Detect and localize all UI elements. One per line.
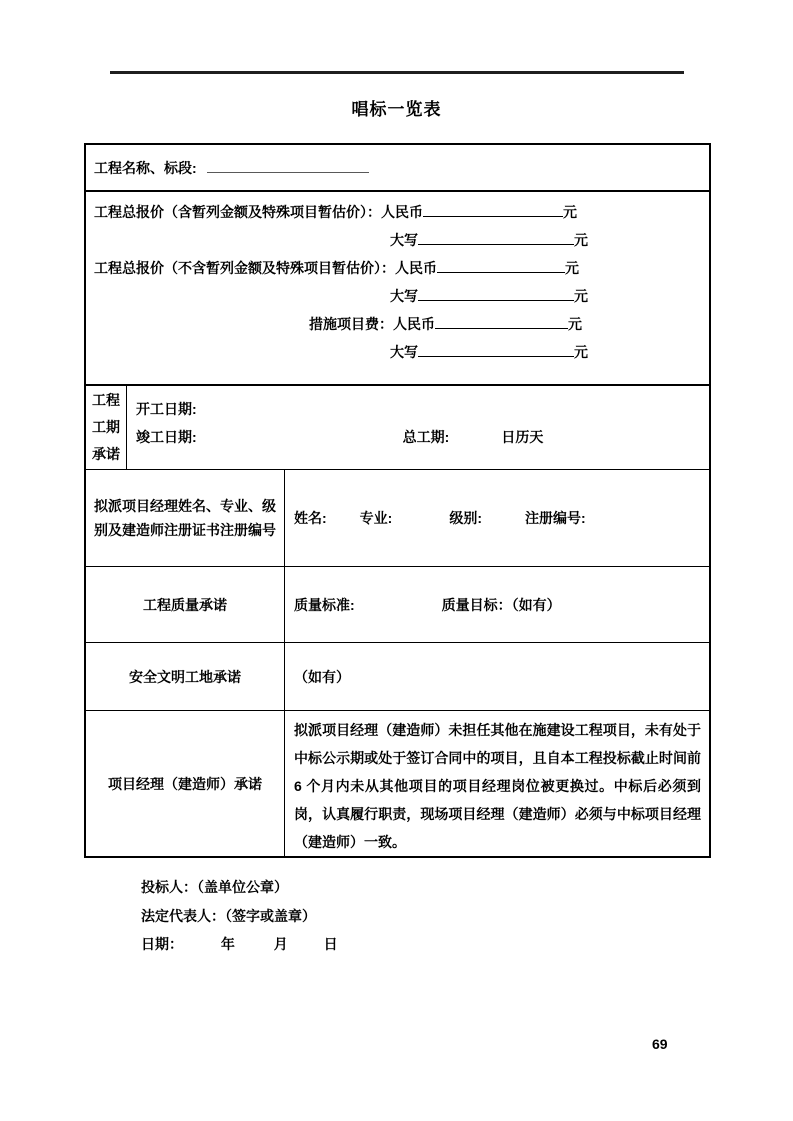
pm-regno-label: 注册编号: <box>525 510 586 526</box>
pm-commitment-text: 拟派项目经理（建造师）未担任其他在施建设工程项目，未有处于中标公示期或处于签订合同中的项目，且自本工程投标截止时间前 6 个月内未从其他项目的项目经理岗位被更换过。中标后必须到岗，认真履行职责，现场项目经理（建造师）必须与中标项目经理（建造师）一致。 <box>294 722 701 850</box>
schedule-header-line-1: 工程 <box>92 392 120 408</box>
capital-label-1: 大写 <box>390 232 418 248</box>
price-incl-words-line <box>94 226 701 254</box>
table-row-project-manager-info <box>86 470 709 567</box>
schedule-header-line-3: 承诺 <box>92 446 120 462</box>
table-row-bid-prices <box>86 192 709 386</box>
capital-blank-2 <box>418 286 574 301</box>
pm-info-header-cell <box>86 470 285 566</box>
measure-fee-unit: 元 <box>568 316 582 332</box>
capital-blank-3 <box>418 342 574 357</box>
quality-header: 工程质量承诺 <box>143 596 227 613</box>
price-incl-label: 工程总报价（含暂列金额及特殊项目暂估价）：人民币 <box>94 204 423 220</box>
pm-name-label: 姓名: <box>294 510 327 526</box>
price-excl-label: 工程总报价（不含暂列金额及特殊项目暂估价）：人民币 <box>94 260 437 276</box>
page-title: 唱标一览表 <box>351 100 442 119</box>
price-excl-unit: 元 <box>565 260 579 276</box>
month-label: 月 <box>273 936 288 952</box>
price-incl-unit: 元 <box>563 204 577 220</box>
table-row-schedule <box>86 386 709 470</box>
schedule-header-line-2: 工期 <box>92 419 120 435</box>
quality-header-cell <box>86 567 285 642</box>
measure-fee-line <box>94 310 701 338</box>
start-date-label: 开工日期: <box>136 401 197 417</box>
end-date-label: 竣工日期: <box>136 429 197 445</box>
table-row-project-name <box>86 145 709 192</box>
date-line <box>141 930 338 959</box>
price-line-incl <box>94 198 701 226</box>
signature-block <box>141 873 338 959</box>
legal-rep-label: 法定代表人：（签字或盖章） <box>141 907 316 924</box>
measure-fee-words-line <box>94 338 701 366</box>
safety-header: 安全文明工地承诺 <box>129 668 241 685</box>
table-row-safety <box>86 643 709 711</box>
pm-commitment-content-cell <box>285 711 709 856</box>
price-excl-words-line <box>94 282 701 310</box>
header-rule <box>110 71 684 74</box>
measure-fee-blank <box>435 314 568 329</box>
capital-unit-3: 元 <box>574 344 588 360</box>
pm-major-label: 专业: <box>359 510 393 526</box>
capital-blank-1 <box>418 230 574 245</box>
capital-unit-1: 元 <box>574 232 588 248</box>
year-label: 年 <box>220 936 235 952</box>
safety-header-cell <box>86 643 285 710</box>
end-date-line <box>136 423 709 451</box>
bidder-line <box>141 873 338 902</box>
start-date-line <box>136 395 709 423</box>
table-row-quality <box>86 567 709 643</box>
bid-summary-table <box>84 143 711 858</box>
pm-level-label: 级别: <box>449 510 483 526</box>
price-line-excl <box>94 254 701 282</box>
pm-info-content-cell <box>285 470 709 566</box>
pm-commitment-header: 项目经理（建造师）承诺 <box>108 775 262 792</box>
total-duration-label: 总工期: <box>402 429 450 445</box>
quality-content-cell <box>285 567 709 642</box>
pm-commitment-header-cell <box>86 711 285 856</box>
safety-content-cell <box>285 643 709 710</box>
price-excl-blank <box>437 258 565 273</box>
page-number: 69 <box>652 1036 668 1052</box>
legal-rep-line <box>141 902 338 931</box>
measure-fee-label: 措施项目费：人民币 <box>309 316 435 332</box>
quality-standard-label: 质量标准: <box>294 596 355 613</box>
day-label: 日 <box>323 936 338 952</box>
schedule-header-cell <box>86 386 127 469</box>
calendar-days-label: 日历天 <box>501 429 544 445</box>
project-name-blank <box>207 158 369 173</box>
quality-target-label: 质量目标：（如有） <box>441 596 561 613</box>
pm-info-header: 拟派项目经理姓名、专业、级别及建造师注册证书注册编号 <box>94 498 276 538</box>
schedule-content-cell <box>127 386 709 469</box>
table-row-pm-commitment <box>86 711 709 856</box>
price-incl-blank <box>423 202 563 217</box>
capital-label-2: 大写 <box>390 288 418 304</box>
bidder-label: 投标人：（盖单位公章） <box>141 879 288 895</box>
date-label: 日期： <box>141 936 183 952</box>
project-name-label: 工程名称、标段: <box>94 160 197 176</box>
safety-content: （如有） <box>294 668 350 685</box>
capital-label-3: 大写 <box>390 344 418 360</box>
capital-unit-2: 元 <box>574 288 588 304</box>
